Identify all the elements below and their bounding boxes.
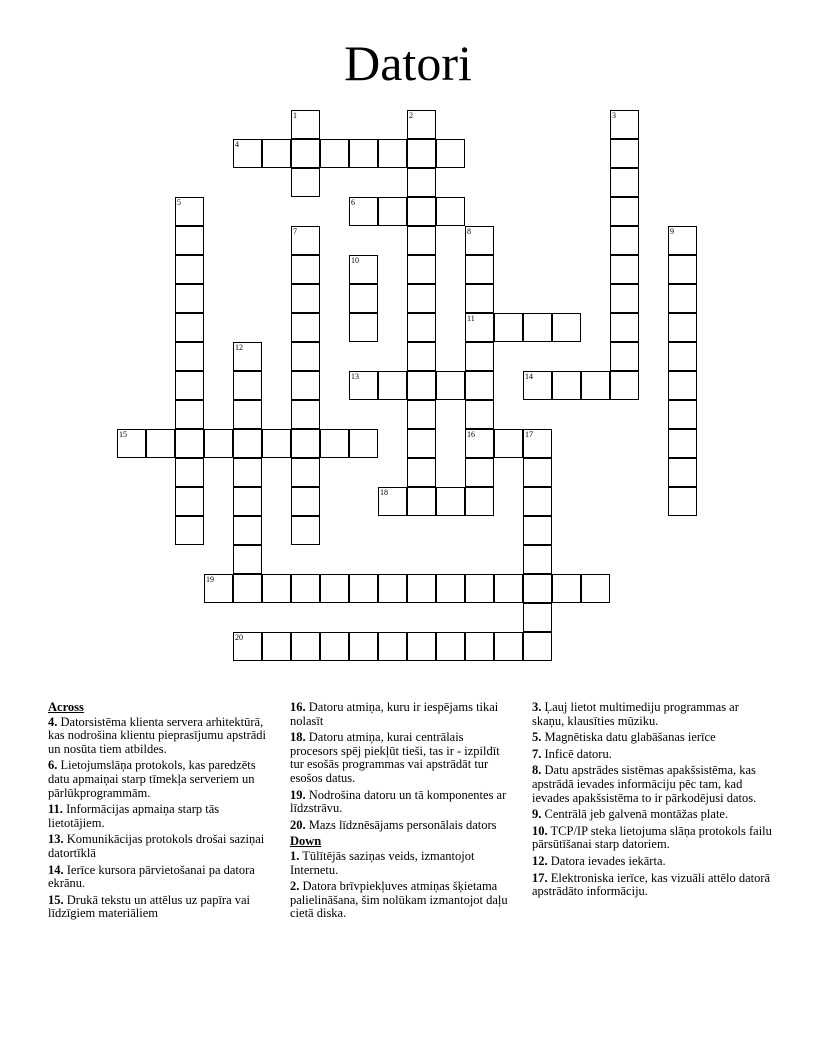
grid-cell[interactable] <box>465 632 494 661</box>
grid-cell[interactable] <box>349 429 378 458</box>
clue-text: Centrālā jeb galvenā montāžas plate. <box>541 807 729 822</box>
clue-number-label: 9. <box>532 807 542 822</box>
clue-number-label: 18. <box>290 730 306 745</box>
grid-cell[interactable] <box>349 139 378 168</box>
grid-cell[interactable] <box>175 284 204 313</box>
grid-cell[interactable] <box>494 313 523 342</box>
grid-cell[interactable] <box>204 429 233 458</box>
grid-cell[interactable] <box>552 371 581 400</box>
clue-number-label: 7. <box>532 746 542 761</box>
grid-cell[interactable] <box>291 632 320 661</box>
clue-item <box>48 759 268 800</box>
clue-item <box>532 748 772 762</box>
grid-cell[interactable] <box>378 197 407 226</box>
grid-cell[interactable] <box>291 516 320 545</box>
grid-cell[interactable] <box>233 516 262 545</box>
grid-cell[interactable] <box>291 168 320 197</box>
clue-number: 14 <box>525 372 533 381</box>
grid-cell[interactable] <box>349 313 378 342</box>
clue-number: 20 <box>235 633 243 642</box>
clue-number: 2 <box>409 111 413 120</box>
clue-item <box>290 789 512 816</box>
clue-number: 3 <box>612 111 616 120</box>
clue-item <box>532 825 772 852</box>
clue-item <box>532 731 772 745</box>
grid-cell[interactable] <box>668 313 697 342</box>
grid-cell[interactable] <box>610 139 639 168</box>
grid-cell[interactable] <box>581 574 610 603</box>
grid-cell[interactable] <box>610 168 639 197</box>
grid-cell[interactable] <box>494 574 523 603</box>
grid-cell[interactable] <box>175 342 204 371</box>
clue-item <box>48 716 268 757</box>
grid-cell[interactable] <box>262 139 291 168</box>
clue-number-label: 6. <box>48 758 58 773</box>
clue-item <box>48 803 268 830</box>
grid-cell[interactable] <box>610 313 639 342</box>
clue-number: 19 <box>206 575 214 584</box>
grid-cell[interactable] <box>465 574 494 603</box>
clues-column-3 <box>532 701 772 902</box>
clue-text: TCP/IP steka lietojuma slāņa protokols failu pārsūtīšanai starp datoriem. <box>532 823 772 852</box>
clue-text: Datorsistēma klienta servera arhitektūrā, kas nodrošina klientu pieprasījumu apstrādi un nosūta tiem atbildes. <box>48 714 267 756</box>
clue-text: Lietojumslāņa protokols, kas paredzēts datu apmaiņai starp tīmekļa serveriem un pārlūkprogrammām. <box>48 758 256 800</box>
grid-cell[interactable] <box>523 632 552 661</box>
grid-cell[interactable] <box>523 603 552 632</box>
clue-text: Elektroniska ierīce, kas vizuāli attēlo datorā apstrādāto informāciju. <box>532 870 771 899</box>
clue-number: 18 <box>380 488 388 497</box>
grid-cell[interactable] <box>407 487 436 516</box>
grid-cell[interactable] <box>407 400 436 429</box>
grid-cell[interactable] <box>407 632 436 661</box>
grid-cell[interactable] <box>291 487 320 516</box>
grid-cell[interactable] <box>436 574 465 603</box>
clue-number-label: 14. <box>48 862 64 877</box>
grid-cell[interactable] <box>349 284 378 313</box>
clue-text: Informācijas apmaiņa starp tās lietotājiem. <box>48 802 220 830</box>
grid-cell[interactable] <box>175 226 204 255</box>
clue-item <box>290 701 512 728</box>
grid-cell[interactable] <box>465 284 494 313</box>
grid-cell[interactable] <box>291 342 320 371</box>
grid-cell[interactable] <box>552 313 581 342</box>
grid-cell[interactable] <box>610 342 639 371</box>
clue-item <box>290 880 512 921</box>
grid-cell[interactable] <box>465 458 494 487</box>
grid-cell[interactable] <box>523 487 552 516</box>
grid-cell[interactable] <box>320 574 349 603</box>
clue-item <box>532 701 772 728</box>
grid-cell[interactable] <box>262 574 291 603</box>
clue-item <box>48 864 268 891</box>
grid-cell[interactable] <box>668 429 697 458</box>
grid-cell[interactable] <box>146 429 175 458</box>
grid-cell[interactable] <box>610 284 639 313</box>
grid-cell[interactable] <box>233 487 262 516</box>
clue-item <box>290 731 512 785</box>
grid-cell[interactable] <box>233 458 262 487</box>
grid-cell[interactable] <box>349 574 378 603</box>
clue-number-label: 20. <box>290 817 306 832</box>
clue-number: 4 <box>235 140 239 149</box>
grid-cell[interactable] <box>349 632 378 661</box>
grid-cell[interactable] <box>407 197 436 226</box>
grid-cell[interactable] <box>465 487 494 516</box>
clue-number: 11 <box>467 314 475 323</box>
clue-number: 8 <box>467 227 471 236</box>
grid-cell[interactable] <box>436 197 465 226</box>
grid-cell[interactable] <box>407 313 436 342</box>
grid-cell[interactable] <box>523 545 552 574</box>
grid-cell[interactable] <box>610 255 639 284</box>
grid-cell[interactable] <box>378 371 407 400</box>
grid-cell[interactable] <box>465 255 494 284</box>
clue-number-label: 16. <box>290 700 306 714</box>
grid-cell[interactable] <box>668 284 697 313</box>
clue-item <box>290 850 512 877</box>
grid-cell[interactable] <box>291 371 320 400</box>
clue-number: 12 <box>235 343 243 352</box>
grid-cell[interactable] <box>668 458 697 487</box>
grid-cell[interactable] <box>233 371 262 400</box>
grid-cell[interactable] <box>291 400 320 429</box>
grid-cell[interactable] <box>465 400 494 429</box>
grid-cell[interactable] <box>668 255 697 284</box>
grid-cell[interactable] <box>407 574 436 603</box>
clue-number-label: 3. <box>532 700 542 714</box>
grid-cell[interactable] <box>175 400 204 429</box>
grid-cell[interactable] <box>610 197 639 226</box>
page-title: Datori <box>344 35 472 91</box>
grid-cell[interactable] <box>175 458 204 487</box>
grid-cell[interactable] <box>436 632 465 661</box>
clue-text: Nodrošina datoru un tā komponentes ar līdzstrāvu. <box>290 787 507 816</box>
grid-cell[interactable] <box>378 574 407 603</box>
grid-cell[interactable] <box>233 545 262 574</box>
grid-cell[interactable] <box>291 284 320 313</box>
grid-cell[interactable] <box>175 313 204 342</box>
grid-cell[interactable] <box>233 429 262 458</box>
clue-text: Ļauj lietot multimediju programmas ar skaņu, klausīties mūziku. <box>532 700 739 728</box>
grid-cell[interactable] <box>291 313 320 342</box>
down-heading: Down <box>290 834 322 849</box>
clue-number-label: 5. <box>532 730 542 745</box>
grid-cell[interactable] <box>436 487 465 516</box>
clue-item <box>48 833 268 860</box>
clue-item <box>48 894 268 921</box>
clue-text: Drukā tekstu un attēlus uz papīra vai līdzīgiem materiāliem <box>48 892 251 921</box>
grid-cell[interactable] <box>175 429 204 458</box>
clue-item <box>532 872 772 899</box>
grid-cell[interactable] <box>610 226 639 255</box>
clue-number: 13 <box>351 372 359 381</box>
grid-cell[interactable] <box>668 371 697 400</box>
clue-number: 15 <box>119 430 127 439</box>
grid-cell[interactable] <box>291 574 320 603</box>
grid-cell[interactable] <box>175 516 204 545</box>
grid-cell[interactable] <box>175 255 204 284</box>
clue-text: Datoru atmiņa, kuru ir iespējams tikai nolasīt <box>290 700 499 728</box>
grid-cell[interactable] <box>436 371 465 400</box>
clue-item <box>532 808 772 822</box>
grid-cell[interactable] <box>175 487 204 516</box>
clue-text: Magnētiska datu glabāšanas ierīce <box>541 730 716 745</box>
clue-text: Ierīce kursora pārvietošanai pa datora ekrānu. <box>48 862 255 891</box>
grid-cell[interactable] <box>436 139 465 168</box>
grid-cell[interactable] <box>407 255 436 284</box>
grid-cell[interactable] <box>378 632 407 661</box>
clues-column-1 <box>48 701 268 924</box>
grid-cell[interactable] <box>552 574 581 603</box>
grid-cell[interactable] <box>668 487 697 516</box>
clue-number-label: 4. <box>48 714 58 729</box>
grid-cell[interactable] <box>320 632 349 661</box>
clue-number-label: 17. <box>532 870 548 885</box>
clue-number-label: 19. <box>290 787 306 802</box>
grid-cell[interactable] <box>262 632 291 661</box>
grid-cell[interactable] <box>291 139 320 168</box>
grid-cell[interactable] <box>407 226 436 255</box>
grid-cell[interactable] <box>581 371 610 400</box>
clue-number: 16 <box>467 430 475 439</box>
grid-cell[interactable] <box>465 371 494 400</box>
grid-cell[interactable] <box>291 458 320 487</box>
grid-cell[interactable] <box>407 168 436 197</box>
clue-text: Datu apstrādes sistēmas apakšsistēma, kas apstrādā ievades informāciju pēc tam, kad ievades apakšsistēma to ir pārkodējusi datos. <box>532 763 757 805</box>
grid-cell[interactable] <box>175 371 204 400</box>
clue-text: Komunikācijas protokols drošai saziņai datortīklā <box>48 832 265 860</box>
grid-cell[interactable] <box>407 429 436 458</box>
clue-number: 10 <box>351 256 359 265</box>
grid-cell[interactable] <box>668 342 697 371</box>
clue-number: 7 <box>293 227 297 236</box>
grid-cell[interactable] <box>291 429 320 458</box>
grid-cell[interactable] <box>523 313 552 342</box>
grid-cell[interactable] <box>320 429 349 458</box>
clue-number-label: 8. <box>532 763 542 778</box>
clue-text: Datora ievades iekārta. <box>547 853 666 868</box>
clue-number: 1 <box>293 111 297 120</box>
clue-text: Inficē datoru. <box>541 746 612 761</box>
grid-cell[interactable] <box>262 429 291 458</box>
clue-number-label: 15. <box>48 892 64 907</box>
clue-number-label: 11. <box>48 802 63 817</box>
grid-cell[interactable] <box>523 458 552 487</box>
grid-cell[interactable] <box>233 574 262 603</box>
grid-cell[interactable] <box>291 255 320 284</box>
grid-cell[interactable] <box>523 516 552 545</box>
clue-number-label: 13. <box>48 832 64 847</box>
grid-cell[interactable] <box>494 429 523 458</box>
clue-text: Datora brīvpiekļuves atmiņas šķietama palielināšana, šim nolūkam izmantojot daļu cietā diska. <box>290 879 508 921</box>
clue-text: Tūlītējās saziņas veids, izmantojot Internetu. <box>290 848 475 877</box>
clue-item <box>532 764 772 805</box>
clue-number: 9 <box>670 227 674 236</box>
clue-number: 17 <box>525 430 533 439</box>
grid-cell[interactable] <box>233 400 262 429</box>
clue-text: Datoru atmiņa, kurai centrālais procesors spēj piekļūt tieši, tas ir - izpildīt tur esošās programmas vai apstrādāt tur esošos datus. <box>290 730 500 785</box>
clue-number-label: 10. <box>532 823 548 838</box>
clue-number: 5 <box>177 198 181 207</box>
grid-cell[interactable] <box>610 371 639 400</box>
grid-cell[interactable] <box>407 458 436 487</box>
clue-item <box>290 819 512 833</box>
grid-cell[interactable] <box>407 139 436 168</box>
grid-cell[interactable] <box>465 342 494 371</box>
clue-text: Mazs līdznēsājams personālais dators <box>305 817 497 832</box>
grid-cell[interactable] <box>378 139 407 168</box>
clue-number: 6 <box>351 198 355 207</box>
across-heading: Across <box>48 700 84 714</box>
clue-number-label: 2. <box>290 879 300 894</box>
clues-column-2 <box>290 701 512 924</box>
clue-number-label: 12. <box>532 853 548 868</box>
grid-cell[interactable] <box>407 342 436 371</box>
grid-cell[interactable] <box>407 284 436 313</box>
grid-cell[interactable] <box>668 400 697 429</box>
clue-number-label: 1. <box>290 848 300 863</box>
grid-cell[interactable] <box>320 139 349 168</box>
grid-cell[interactable] <box>494 632 523 661</box>
clue-item <box>532 855 772 869</box>
grid-cell[interactable] <box>407 371 436 400</box>
grid-cell[interactable] <box>523 574 552 603</box>
